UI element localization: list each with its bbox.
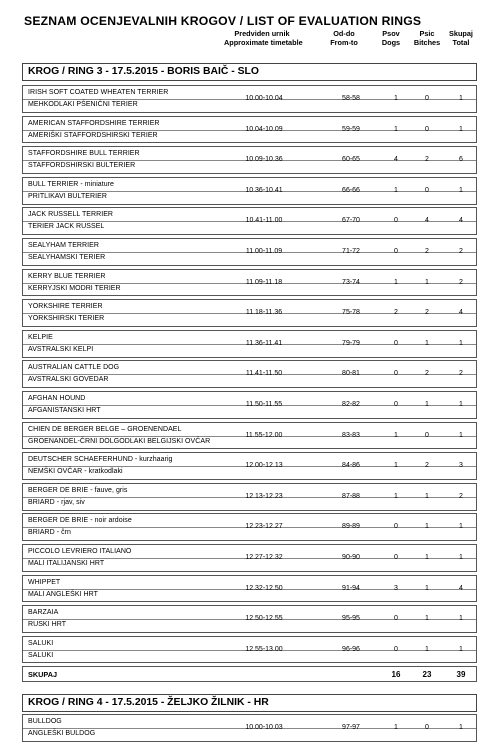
total-cell: 2 bbox=[459, 278, 463, 286]
timetable-cell: 11.09-11.18 bbox=[245, 278, 283, 286]
column-header-total bbox=[444, 29, 478, 47]
total-bitches: 23 bbox=[422, 670, 432, 680]
bitches-cell: 0 bbox=[425, 724, 429, 731]
breed-name-si: AFGANISTANSKI HRT bbox=[28, 406, 101, 414]
breed-name-si: PRITLIKAVI BULTERIER bbox=[28, 192, 107, 200]
breed-name-si: MALI ITALIJANSKI HRT bbox=[28, 559, 105, 567]
from-to-cell: 67-70 bbox=[342, 217, 360, 225]
breed-name-en: IRISH SOFT COATED WHEATEN TERRIER bbox=[28, 89, 169, 96]
dogs-cell: 0 bbox=[394, 339, 398, 347]
total-cell: 3 bbox=[459, 462, 463, 470]
timetable-cell: 12.13-12.23 bbox=[245, 492, 283, 500]
total-cell: 4 bbox=[459, 217, 463, 225]
from-to-cell: 59-59 bbox=[342, 125, 360, 133]
dogs-cell: 2 bbox=[394, 309, 398, 317]
timetable-cell: 11.36-11.41 bbox=[245, 339, 283, 347]
breed-name-si: AVSTRALSKI KELPI bbox=[28, 345, 94, 353]
bitches-cell: 2 bbox=[425, 309, 429, 317]
breed-name-si: YORKSHIRSKI TERIER bbox=[28, 315, 105, 323]
dogs-cell: 1 bbox=[394, 492, 398, 500]
timetable-cell: 10.00-10.03 bbox=[245, 724, 283, 731]
from-to-cell: 58-58 bbox=[342, 95, 360, 102]
from-to-cell: 89-89 bbox=[342, 523, 360, 531]
table-row bbox=[22, 391, 477, 419]
table-row bbox=[22, 422, 477, 450]
table-row bbox=[22, 544, 477, 572]
column-header-from-to bbox=[321, 29, 367, 47]
table-row bbox=[22, 177, 477, 205]
breed-name-en: AUSTRALIAN CATTLE DOG bbox=[28, 364, 120, 372]
breed-name-si: RUSKI HRT bbox=[28, 621, 67, 629]
table-row bbox=[22, 299, 477, 327]
table-row bbox=[22, 605, 477, 633]
from-to-cell: 91-94 bbox=[342, 584, 360, 592]
table-row bbox=[22, 636, 477, 664]
breed-name-en: STAFFORDSHIRE BULL TERRIER bbox=[28, 150, 140, 158]
column-header-bitches-si: Psic bbox=[419, 29, 435, 38]
dogs-cell: 0 bbox=[394, 615, 398, 623]
breed-name-si: MEHKODLAKI PŠENIČNI TERIER bbox=[28, 101, 138, 108]
bitches-cell: 1 bbox=[425, 523, 429, 531]
timetable-cell: 12.00-12.13 bbox=[245, 462, 283, 470]
breed-name-en: AFGHAN HOUND bbox=[28, 394, 86, 402]
table-row bbox=[22, 269, 477, 297]
timetable-cell: 12.27-12.32 bbox=[245, 553, 283, 561]
total-all: 39 bbox=[456, 670, 466, 680]
ring-table bbox=[22, 714, 477, 745]
dogs-cell: 1 bbox=[394, 95, 398, 102]
ring-table bbox=[22, 85, 477, 682]
total-label: SKUPAJ bbox=[28, 670, 58, 680]
dogs-cell: 1 bbox=[394, 278, 398, 286]
table-row bbox=[22, 513, 477, 541]
total-cell: 2 bbox=[459, 370, 463, 378]
table-row bbox=[22, 330, 477, 358]
total-cell: 6 bbox=[459, 156, 463, 164]
from-to-cell: 66-66 bbox=[342, 186, 360, 194]
bitches-cell: 1 bbox=[425, 278, 429, 286]
from-to-cell: 75-78 bbox=[342, 309, 360, 317]
column-header-total-en: Total bbox=[452, 38, 470, 47]
breed-name-en: KERRY BLUE TERRIER bbox=[28, 272, 106, 280]
total-cell: 1 bbox=[459, 339, 463, 347]
column-header-timetable bbox=[224, 29, 303, 47]
timetable-cell: 12.23-12.27 bbox=[245, 523, 283, 531]
breed-name-si: BRIARD - črn bbox=[28, 529, 71, 537]
total-cell: 1 bbox=[459, 615, 463, 623]
bitches-cell: 1 bbox=[425, 339, 429, 347]
breed-name-en: SEALYHAM TERRIER bbox=[28, 241, 99, 249]
total-cell: 4 bbox=[459, 309, 463, 317]
breed-name-en: DEUTSCHER SCHAEFERHUND - kurzhaarig bbox=[28, 456, 173, 464]
dogs-cell: 0 bbox=[394, 523, 398, 531]
breed-name-en: KELPIE bbox=[28, 333, 53, 341]
column-header-timetable-si: Predviden urnik bbox=[234, 29, 290, 38]
bitches-cell: 1 bbox=[425, 553, 429, 561]
breed-name-en: WHIPPET bbox=[28, 578, 61, 586]
bitches-cell: 1 bbox=[425, 645, 429, 653]
total-cell: 1 bbox=[459, 400, 463, 408]
from-to-cell: 96-96 bbox=[342, 645, 360, 653]
total-cell: 1 bbox=[459, 186, 463, 194]
from-to-cell: 87-88 bbox=[342, 492, 360, 500]
column-header-bitches-en: Bitches bbox=[413, 38, 441, 47]
total-cell: 1 bbox=[459, 553, 463, 561]
bitches-cell: 4 bbox=[425, 217, 429, 225]
breed-name-si: STAFFORDSHIRSKI BULTERIER bbox=[28, 162, 136, 170]
breed-name-si: SEALYHAMSKI TERIER bbox=[28, 253, 106, 261]
timetable-cell: 11.00-11.09 bbox=[245, 247, 283, 255]
from-to-cell: 95-95 bbox=[342, 615, 360, 623]
breed-name-en: BERGER DE BRIE - fauve, gris bbox=[28, 486, 128, 494]
column-header-total-si: Skupaj bbox=[449, 29, 473, 38]
column-header-dogs-en: Dogs bbox=[381, 38, 401, 47]
breed-name-en: CHIEN DE BERGER BELGE – GROENENDAEL bbox=[28, 425, 182, 433]
timetable-cell: 11.50-11.55 bbox=[245, 400, 283, 408]
from-to-cell: 73-74 bbox=[342, 278, 360, 286]
column-header-dogs bbox=[374, 29, 408, 47]
from-to-cell: 71-72 bbox=[342, 247, 360, 255]
from-to-cell: 83-83 bbox=[342, 431, 360, 439]
table-row bbox=[22, 483, 477, 511]
bitches-cell: 1 bbox=[425, 584, 429, 592]
from-to-cell: 90-90 bbox=[342, 553, 360, 561]
total-dogs: 16 bbox=[391, 670, 401, 680]
timetable-cell: 12.50-12.55 bbox=[245, 615, 283, 623]
table-row bbox=[22, 714, 477, 742]
ring-header: KROG / RING 4 - 17.5.2015 - ŽELJKO ŽILNIK - HR bbox=[22, 694, 477, 712]
bitches-cell: 0 bbox=[425, 431, 429, 439]
breed-name-si: NEMŠKI OVČAR - kratkodlaki bbox=[28, 468, 123, 476]
column-header-timetable-en: Approximate timetable bbox=[224, 38, 303, 47]
total-cell: 1 bbox=[459, 645, 463, 653]
breed-name-si: AMERIŠKI STAFFORDSHIRSKI TERIER bbox=[28, 131, 158, 139]
column-header-from-to-si: Od-do bbox=[333, 29, 355, 38]
bitches-cell: 2 bbox=[425, 370, 429, 378]
dogs-cell: 4 bbox=[394, 156, 398, 164]
bitches-cell: 2 bbox=[425, 156, 429, 164]
breed-name-en: BERGER DE BRIE - noir ardoise bbox=[28, 517, 132, 525]
column-header-dogs-si: Psov bbox=[382, 29, 400, 38]
page-title: SEZNAM OCENJEVALNIH KROGOV / LIST OF EVALUATION RINGS bbox=[24, 14, 422, 28]
total-cell: 1 bbox=[459, 724, 463, 731]
timetable-cell: 11.41-11.50 bbox=[245, 370, 283, 378]
table-row bbox=[22, 238, 477, 266]
dogs-cell: 3 bbox=[394, 584, 398, 592]
table-row bbox=[22, 360, 477, 388]
dogs-cell: 0 bbox=[394, 400, 398, 408]
table-row bbox=[22, 207, 477, 235]
bitches-cell: 0 bbox=[425, 95, 429, 102]
dogs-cell: 0 bbox=[394, 247, 398, 255]
breed-name-en: BARZAIA bbox=[28, 609, 59, 617]
total-cell: 1 bbox=[459, 125, 463, 133]
bitches-cell: 1 bbox=[425, 615, 429, 623]
bitches-cell: 0 bbox=[425, 186, 429, 194]
breed-name-si: ANGLEŠKI BULDOG bbox=[28, 730, 96, 737]
breed-name-en: JACK RUSSELL TERRIER bbox=[28, 211, 114, 219]
bitches-cell: 0 bbox=[425, 125, 429, 133]
from-to-cell: 79-79 bbox=[342, 339, 360, 347]
from-to-cell: 82-82 bbox=[342, 400, 360, 408]
table-row bbox=[22, 116, 477, 144]
timetable-cell: 10.09-10.36 bbox=[245, 156, 283, 164]
bitches-cell: 1 bbox=[425, 492, 429, 500]
breed-name-en: BULL TERRIER - miniature bbox=[28, 180, 115, 188]
table-row bbox=[22, 85, 477, 113]
total-row bbox=[22, 666, 477, 682]
dogs-cell: 1 bbox=[394, 186, 398, 194]
breed-name-si: MALI ANGLEŠKI HRT bbox=[28, 590, 98, 598]
breed-name-en: SALUKI bbox=[28, 639, 54, 647]
breed-name-si: KERRYJSKI MODRI TERIER bbox=[28, 284, 121, 292]
breed-name-en: AMERICAN STAFFORDSHIRE TERRIER bbox=[28, 119, 160, 127]
table-row bbox=[22, 146, 477, 174]
breed-name-si: AVSTRALSKI GOVEDAR bbox=[28, 376, 109, 384]
breed-name-en: YORKSHIRE TERRIER bbox=[28, 303, 103, 311]
from-to-cell: 60-65 bbox=[342, 156, 360, 164]
bitches-cell: 2 bbox=[425, 247, 429, 255]
dogs-cell: 1 bbox=[394, 125, 398, 133]
breed-name-si: BRIARD - rjav, siv bbox=[28, 498, 85, 506]
from-to-cell: 80-81 bbox=[342, 370, 360, 378]
timetable-cell: 11.18-11.36 bbox=[245, 309, 283, 317]
timetable-cell: 12.32-12.50 bbox=[245, 584, 283, 592]
total-cell: 1 bbox=[459, 95, 463, 102]
bitches-cell: 2 bbox=[425, 462, 429, 470]
ring-header: KROG / RING 3 - 17.5.2015 - BORIS BAIČ - SLO bbox=[22, 63, 477, 81]
breed-name-si: TERIER JACK RUSSEL bbox=[28, 223, 105, 231]
total-cell: 4 bbox=[459, 584, 463, 592]
dogs-cell: 1 bbox=[394, 462, 398, 470]
from-to-cell: 97-97 bbox=[342, 724, 360, 731]
table-row bbox=[22, 575, 477, 603]
timetable-cell: 12.55-13.00 bbox=[245, 645, 283, 653]
column-header-from-to-en: From-to bbox=[330, 38, 358, 47]
dogs-cell: 0 bbox=[394, 553, 398, 561]
dogs-cell: 0 bbox=[394, 370, 398, 378]
dogs-cell: 1 bbox=[394, 724, 398, 731]
total-cell: 2 bbox=[459, 247, 463, 255]
total-cell: 2 bbox=[459, 492, 463, 500]
dogs-cell: 0 bbox=[394, 645, 398, 653]
timetable-cell: 11.55-12.00 bbox=[245, 431, 283, 439]
breed-name-en: BULLDOG bbox=[28, 718, 62, 725]
dogs-cell: 0 bbox=[394, 217, 398, 225]
dogs-cell: 1 bbox=[394, 431, 398, 439]
breed-name-si: SALUKI bbox=[28, 651, 54, 659]
total-cell: 1 bbox=[459, 523, 463, 531]
total-cell: 1 bbox=[459, 431, 463, 439]
table-row bbox=[22, 452, 477, 480]
timetable-cell: 10.04-10.09 bbox=[245, 125, 283, 133]
breed-name-si: GROENANDEL-ČRNI DOLGODLAKI BELGIJSKI OVČAR bbox=[28, 437, 211, 445]
from-to-cell: 84-86 bbox=[342, 462, 360, 470]
timetable-cell: 10.41-11.00 bbox=[245, 217, 283, 225]
timetable-cell: 10.36-10.41 bbox=[245, 186, 283, 194]
breed-name-en: PICCOLO LEVRIERO ITALIANO bbox=[28, 547, 132, 555]
bitches-cell: 1 bbox=[425, 400, 429, 408]
timetable-cell: 10.00-10.04 bbox=[245, 95, 283, 102]
